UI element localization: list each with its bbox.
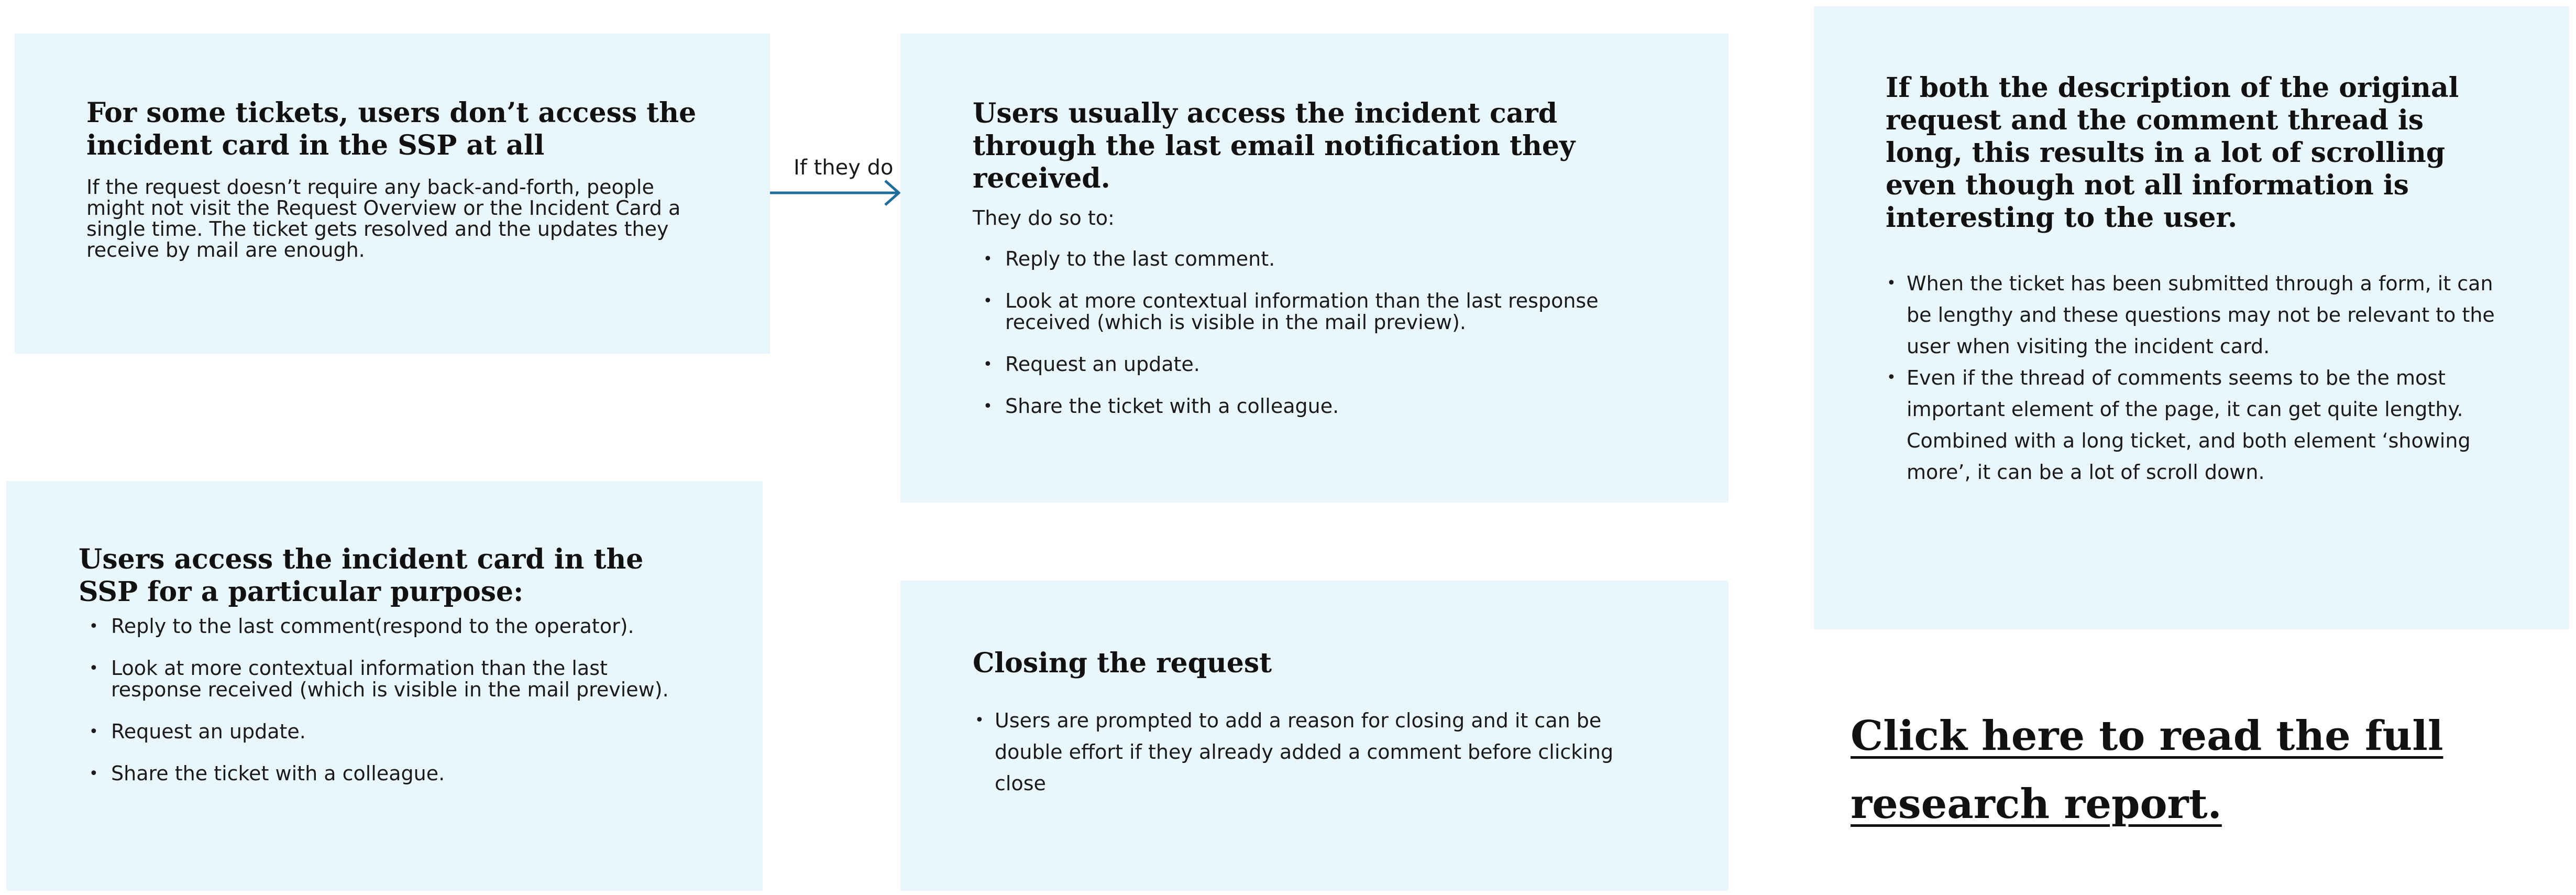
card-email-access-title: Users usually access the incident card through the last email notification they received. xyxy=(973,97,1576,194)
card-no-access-body: If the request doesn’t require any back-and-forth, people might not visit the Request Overview or the Incident Card a single time. The ticket gets resolved and the updates they receive by mail are enough. xyxy=(86,176,681,261)
list-item: • Request an update. xyxy=(973,354,1645,375)
list-item: • Share the ticket with a colleague. xyxy=(79,763,684,784)
list-item: • Look at more contextual information than the last response received (which is visible in the mail preview). xyxy=(79,658,684,701)
list-item: • Look at more contextual information than the last response received (which is visible in the mail preview). xyxy=(973,290,1645,333)
list-item: • Even if the thread of comments seems to be the most important element of the page, it can get quite lengthy. Combined with a long ticket, and both element ‘showing more’, it can be a lot of scroll down. xyxy=(1886,362,2506,488)
list-item: • Reply to the last comment(respond to the operator). xyxy=(79,616,684,637)
card-email-access-intro: They do so to: xyxy=(973,206,1115,230)
card-purpose-title: Users access the incident card in the SSP for a particular purpose: xyxy=(79,543,644,608)
card-no-access-title: For some tickets, users don’t access the incident card in the SSP at all xyxy=(86,97,697,161)
list-item: • Users are prompted to add a reason for closing and it can be double effort if they already added a comment before clicking close xyxy=(973,705,1645,799)
card-closing xyxy=(900,581,1729,891)
list-item: • Request an update. xyxy=(79,721,684,743)
card-scrolling xyxy=(1814,6,2569,629)
card-scrolling-list xyxy=(1886,268,2506,488)
card-email-access xyxy=(900,34,1729,503)
connector-label: If they do xyxy=(794,156,894,180)
card-closing-list xyxy=(973,705,1645,799)
card-email-access-list xyxy=(973,248,1645,417)
card-purpose-list xyxy=(79,616,684,784)
list-item: • When the ticket has been submitted through a form, it can be lengthy and these questions may not be relevant to the user when visiting the incident card. xyxy=(1886,268,2506,362)
card-scrolling-title: If both the description of the original request and the comment thread is long, this results in a lot of scrolling even though not all information is interesting to the user. xyxy=(1886,72,2459,234)
list-item: • Reply to the last comment. xyxy=(973,248,1645,270)
card-no-access xyxy=(15,34,770,354)
list-item: • Share the ticket with a colleague. xyxy=(973,396,1645,417)
research-report-link[interactable]: Click here to read the full research report. xyxy=(1851,712,2443,828)
card-purpose xyxy=(6,481,763,891)
card-closing-title: Closing the request xyxy=(973,647,1272,679)
